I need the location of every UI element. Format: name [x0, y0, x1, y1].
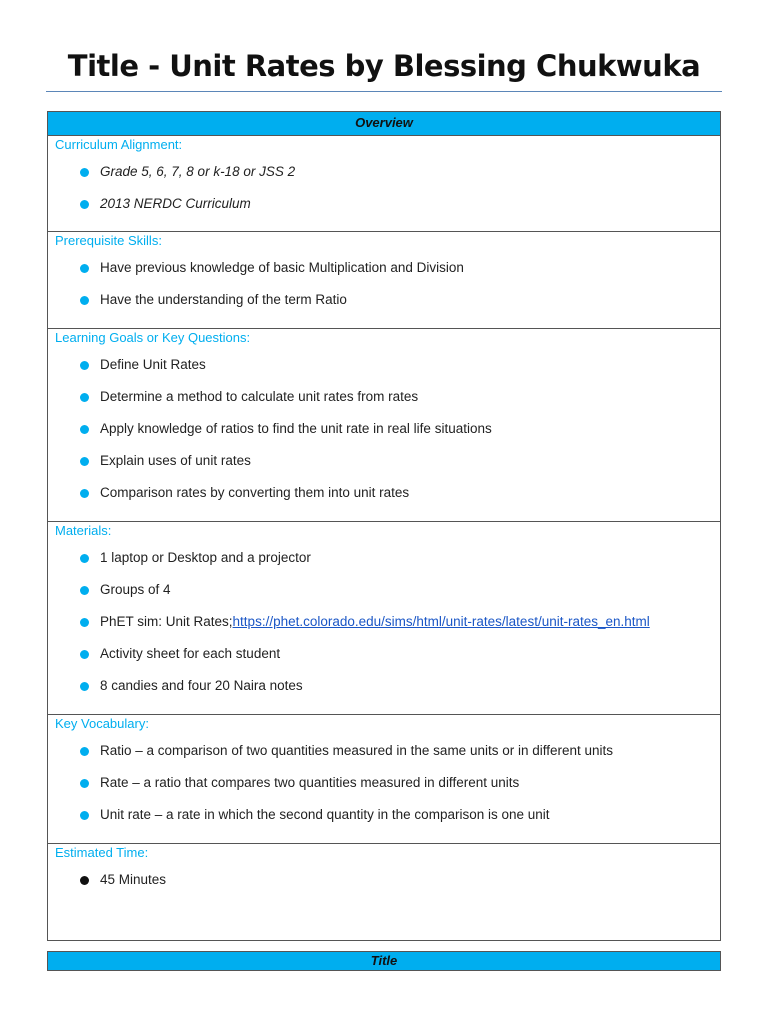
bullet-icon [80, 876, 89, 885]
bullet-icon [80, 747, 89, 756]
list-item: PhET sim: Unit Rates;https://phet.colorado.edu/sims/html/unit-rates/latest/unit-rates_en.html [48, 606, 720, 638]
bullet-icon [80, 618, 89, 627]
list-item: Determine a method to calculate unit rates from rates [48, 381, 720, 413]
list-item: 2013 NERDC Curriculum [48, 188, 720, 220]
bullet-icon [80, 168, 89, 177]
list-item: Comparison rates by converting them into unit rates [48, 477, 720, 509]
overview-header: Overview [48, 112, 720, 136]
list-item: 8 candies and four 20 Naira notes [48, 670, 720, 702]
list-item: Rate – a ratio that compares two quantities measured in different units [48, 767, 720, 799]
title-divider [46, 91, 722, 92]
vocabulary-label: Key Vocabulary: [55, 716, 149, 731]
bullet-icon [80, 296, 89, 305]
bullet-icon [80, 554, 89, 563]
materials-label: Materials: [55, 523, 112, 538]
bullet-icon [80, 393, 89, 402]
bullet-icon [80, 361, 89, 370]
list-item: 45 Minutes [48, 864, 720, 896]
bullet-icon [80, 779, 89, 788]
bullet-icon [80, 811, 89, 820]
list-item: Have the understanding of the term Ratio [48, 284, 720, 316]
list-item: Unit rate – a rate in which the second quantity in the comparison is one unit [48, 799, 720, 831]
list-item: Define Unit Rates [48, 349, 720, 381]
curriculum-section [48, 136, 720, 232]
list-item: 1 laptop or Desktop and a projector [48, 542, 720, 574]
list-item: Grade 5, 6, 7, 8 or k-18 or JSS 2 [48, 156, 720, 188]
list-item: Ratio – a comparison of two quantities measured in the same units or in different units [48, 735, 720, 767]
estimated-time-section [48, 844, 720, 940]
bullet-icon [80, 650, 89, 659]
bullet-icon [80, 586, 89, 595]
list-item: Apply knowledge of ratios to find the unit rate in real life situations [48, 413, 720, 445]
vocabulary-section [48, 715, 720, 844]
bullet-icon [80, 264, 89, 273]
title-footer-header: Title [47, 951, 721, 971]
list-item: Activity sheet for each student [48, 638, 720, 670]
bullet-icon [80, 682, 89, 691]
learning-goals-label: Learning Goals or Key Questions: [55, 330, 251, 345]
curriculum-label: Curriculum Alignment: [55, 137, 183, 152]
list-item: Have previous knowledge of basic Multiplication and Division [48, 252, 720, 284]
bullet-icon [80, 489, 89, 498]
estimated-time-label: Estimated Time: [55, 845, 149, 860]
bullet-icon [80, 200, 89, 209]
overview-table [47, 111, 721, 941]
prerequisites-label: Prerequisite Skills: [55, 233, 162, 248]
prerequisites-section [48, 232, 720, 329]
materials-section [48, 522, 720, 715]
bullet-icon [80, 457, 89, 466]
phet-sim-link[interactable]: https://phet.colorado.edu/sims/html/unit-rates/latest/unit-rates_en.html [232, 614, 650, 629]
list-item: Groups of 4 [48, 574, 720, 606]
list-item: Explain uses of unit rates [48, 445, 720, 477]
learning-goals-section [48, 329, 720, 522]
page-title: Title - Unit Rates by Blessing Chukwuka [67, 49, 701, 83]
bullet-icon [80, 425, 89, 434]
